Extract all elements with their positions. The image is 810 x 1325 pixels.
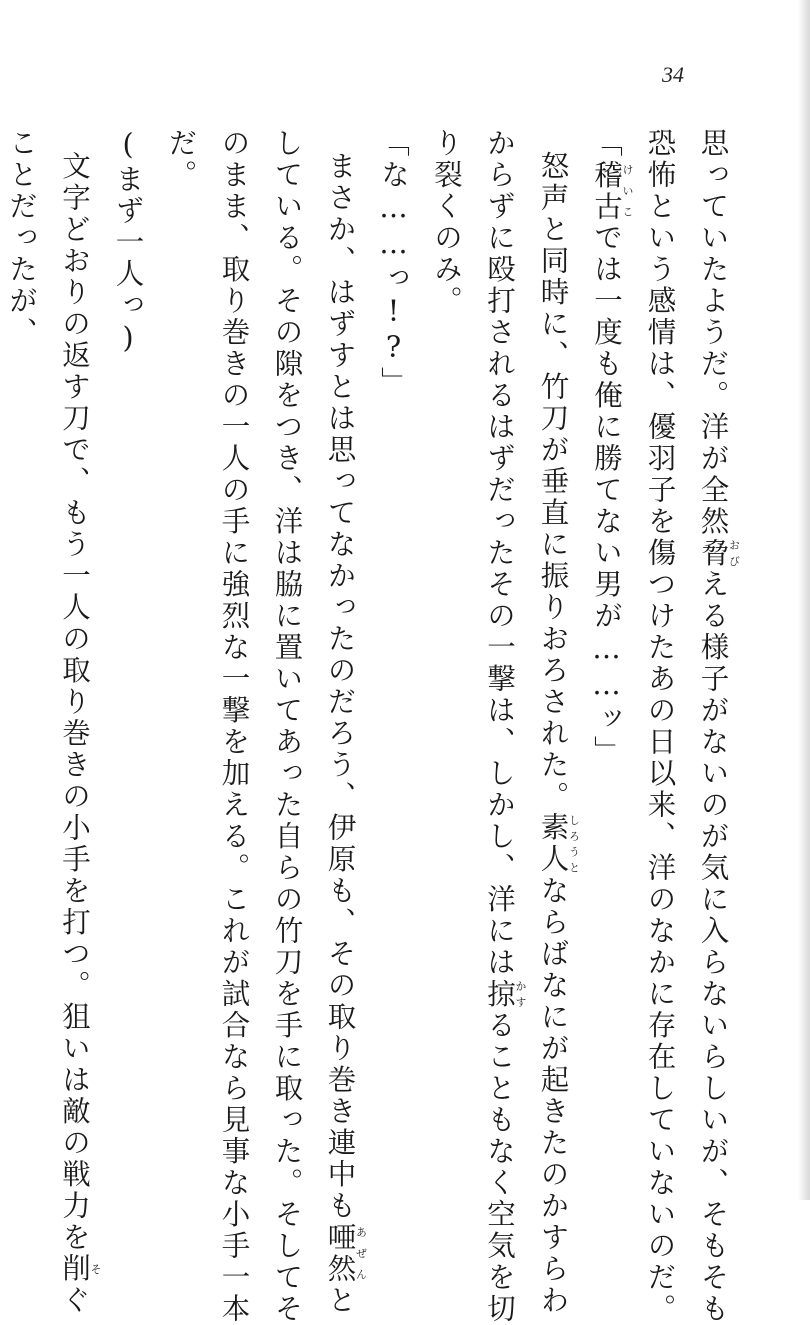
text-line: 「稽古けいこでは一度も俺に勝てない男が……ッ」 — [590, 128, 634, 767]
page-edge-shadow — [798, 0, 810, 1200]
furigana: 削そ — [58, 1253, 102, 1285]
furigana-reading: そ — [89, 1253, 102, 1285]
furigana: 掠かす — [483, 978, 527, 1010]
text-line: 文字どおりの返す刀で、もう一人の取り巻きの小手を打つ。狙いは敵の戦力を削そぐ — [58, 150, 102, 1317]
text-line: のまま、取り巻きの一人の手に強烈な一撃を加える。これが試合なら見事な小手一本 — [217, 128, 251, 1325]
furigana: 素人しろうと — [536, 812, 581, 876]
body-text — [5, 128, 741, 1325]
furigana-reading: しろうと — [567, 812, 581, 876]
text-line: ことだったが、 — [5, 128, 38, 349]
furigana-reading: かす — [514, 978, 527, 1010]
text-line: 怒声と同時に、竹刀が垂直に振りおろされた。素人しろうとならばなにが起きたのかすらわ — [536, 150, 581, 1317]
furigana-reading: あぜん — [354, 1221, 368, 1285]
text-line: している。その隙をつき、洋は脇に置いてあった自らの竹刀を手に取った。そしてそ — [270, 128, 304, 1325]
text-line: だ。 — [164, 128, 198, 191]
text-line: (まず一人っ) — [111, 128, 145, 358]
furigana: 稽古けいこ — [590, 159, 634, 223]
furigana: 脅おび — [696, 537, 741, 569]
text-line: まさか、はずすとは思ってなかったのだろう、伊原も、その取り巻き連中も唖然あぜんと — [323, 150, 368, 1317]
page-number: 34 — [662, 62, 684, 87]
text-line: からずに殴打されるはずだったその一撃は、しかし、洋には掠かすることもなく空気を切 — [483, 128, 527, 1325]
text-line: 恐怖という感情は、優羽子を傷つけたあの日以来、洋のなかに存在していないのだ。 — [643, 128, 677, 1325]
text-line: り裂くのみ。 — [430, 128, 463, 317]
text-line: 「な……っ!?」 — [377, 128, 410, 398]
furigana-reading: おび — [727, 537, 741, 569]
text-line: 思っていたようだ。洋が全然脅おびえる様子がないのが気に入らないらしいが、そもそも — [696, 128, 741, 1325]
furigana: 唖然あぜん — [323, 1221, 368, 1285]
furigana-reading: けいこ — [621, 159, 634, 223]
